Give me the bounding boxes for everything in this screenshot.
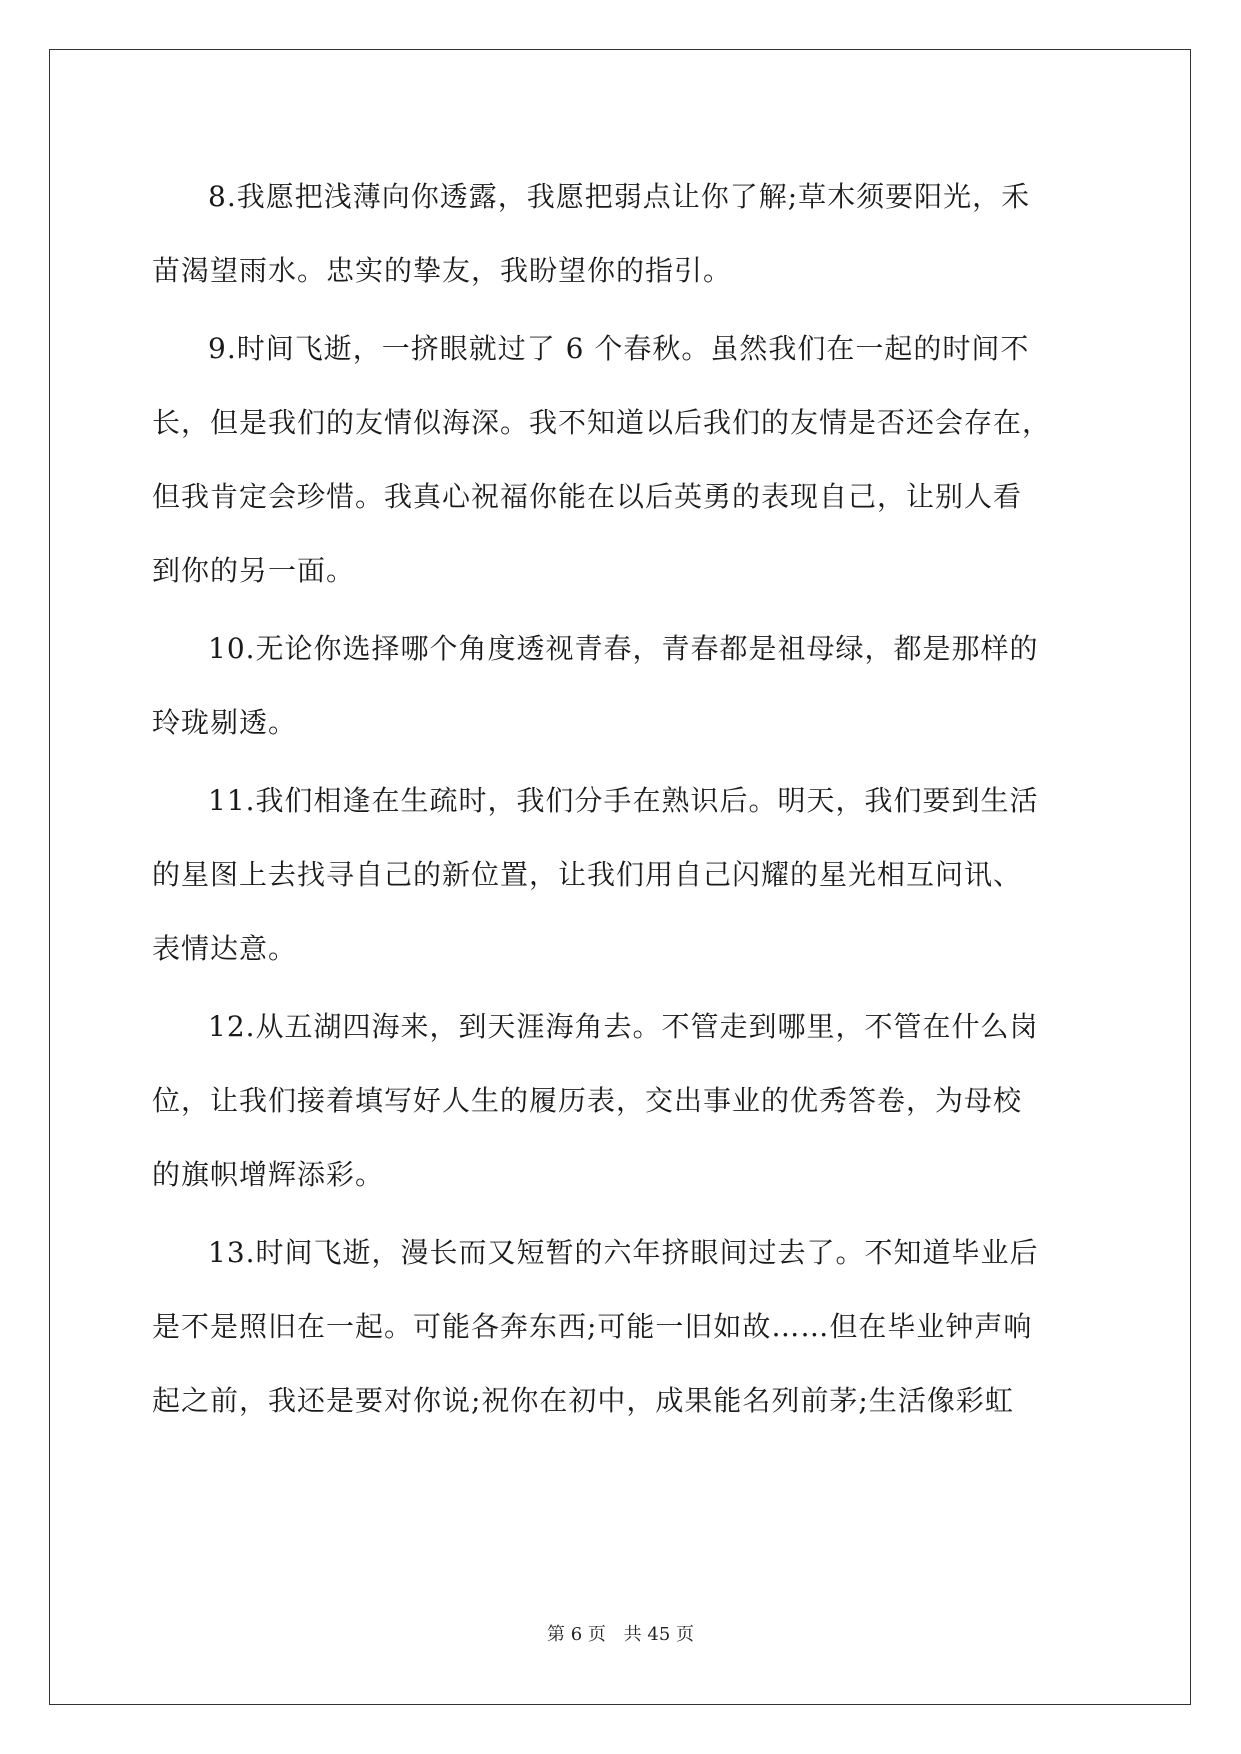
text-line: 的旗帜增辉添彩。 — [152, 1158, 385, 1191]
paragraph-9 — [152, 312, 1092, 608]
text-line: 10.无论你选择哪个角度透视青春，青春都是祖母绿，都是那样的 — [208, 632, 1039, 665]
text-line: 8.我愿把浅薄向你透露，我愿把弱点让你了解;草木须要阳光，禾 — [208, 180, 1031, 213]
current-page-label: 第 6 页 — [547, 1624, 606, 1645]
text-line: 但我肯定会珍惜。我真心祝福你能在以后英勇的表现自己，让别人看 — [152, 480, 1023, 513]
text-line: 位，让我们接着填写好人生的履历表，交出事业的优秀答卷，为母校 — [152, 1084, 1023, 1117]
text-line: 表情达意。 — [152, 932, 298, 965]
paragraph-12 — [152, 990, 1092, 1212]
paragraph-8 — [152, 160, 1092, 308]
paragraph-13 — [152, 1216, 1092, 1438]
text-line: 是不是照旧在一起。可能各奔东西;可能一旧如故……但在毕业钟声响 — [152, 1310, 1033, 1343]
document-body — [152, 160, 1092, 1442]
text-line: 的星图上去找寻自己的新位置，让我们用自己闪耀的星光相互问讯、 — [152, 858, 1023, 891]
text-line: 11.我们相逢在生疏时，我们分手在熟识后。明天，我们要到生活 — [208, 784, 1039, 817]
text-line: 到你的另一面。 — [152, 554, 356, 587]
total-pages-label: 共 45 页 — [623, 1624, 694, 1645]
text-line: 长，但是我们的友情似海深。我不知道以后我们的友情是否还会存在， — [152, 406, 1052, 439]
text-line: 苗渴望雨水。忠实的挚友，我盼望你的指引。 — [152, 254, 733, 287]
text-line: 12.从五湖四海来，到天涯海角去。不管走到哪里，不管在什么岗 — [208, 1010, 1039, 1043]
paragraph-11 — [152, 764, 1092, 986]
text-line: 玲珑剔透。 — [152, 706, 298, 739]
paragraph-10 — [152, 612, 1092, 760]
text-line: 13.时间飞逝，漫长而又短暂的六年挤眼间过去了。不知道毕业后 — [208, 1236, 1039, 1269]
text-line: 起之前，我还是要对你说;祝你在初中，成果能名列前茅;生活像彩虹 — [152, 1384, 1014, 1417]
text-line: 9.时间飞逝，一挤眼就过了 6 个春秋。虽然我们在一起的时间不 — [208, 332, 1030, 365]
page-footer — [0, 1620, 1241, 1646]
